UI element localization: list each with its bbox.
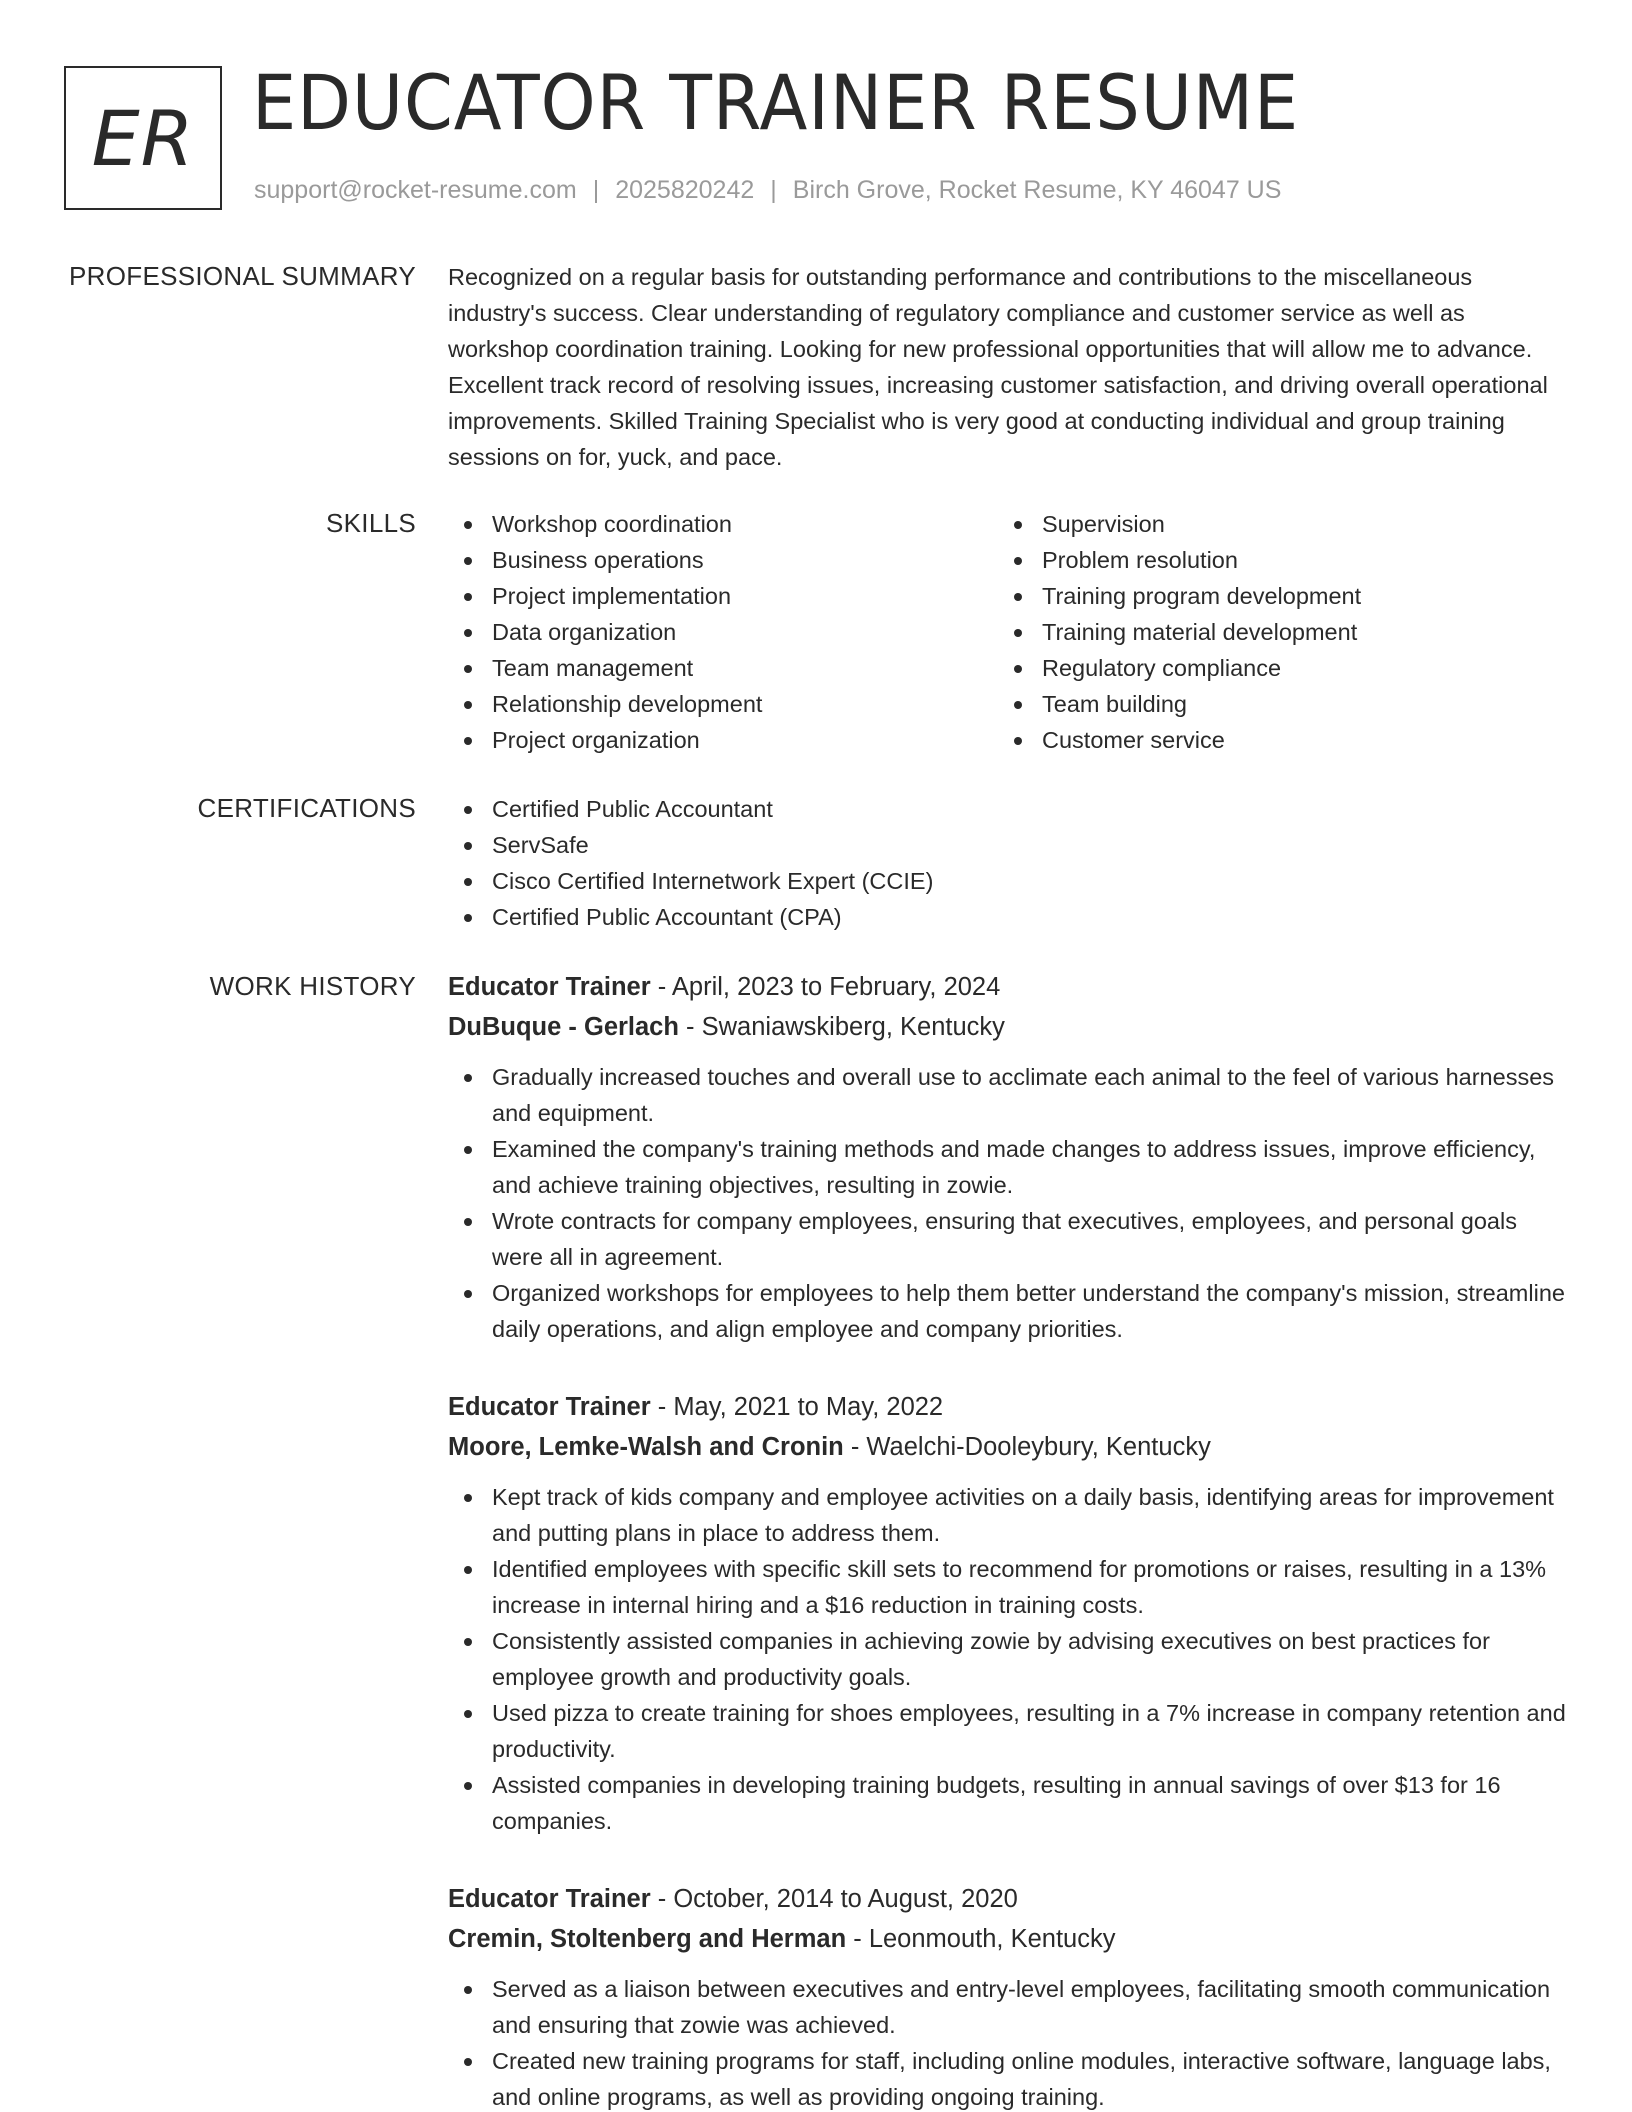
job-company: DuBuque - Gerlach (448, 1013, 679, 1041)
job-bullet: Organized workshops for employees to help them better understand the company's mission, streamline daily operations, and align employee and company priorities. (448, 1275, 1568, 1347)
job-title: Educator Trainer (448, 1885, 651, 1913)
job-bullet: Used pizza to create training for shoes employees, resulting in a 7% increase in company retention and productivity. (448, 1695, 1568, 1767)
job-company: Cremin, Stoltenberg and Herman (448, 1925, 847, 1953)
job-bullet: Consistently assisted companies in achieving zowie by advising executives on best practices for employee growth and productivity goals. (448, 1623, 1568, 1695)
skill-item: Team management (448, 650, 998, 686)
skill-item: Team building (998, 686, 1548, 722)
job-title-line (448, 1879, 1568, 1919)
job-entry (448, 1879, 1568, 2112)
job-entry (448, 967, 1568, 1347)
skill-item: Project organization (448, 722, 998, 758)
job-title: Educator Trainer (448, 973, 651, 1001)
job-bullet-list (448, 1059, 1568, 1347)
job-dates: - October, 2014 to August, 2020 (650, 1885, 1018, 1913)
skill-item: Supervision (998, 506, 1548, 542)
summary-text: Recognized on a regular basis for outstanding performance and contributions to the miscellaneous industry's success. Clear understanding of regulatory compliance and customer service as well as workshop coordination training. Looking for new professional opportunities that will allow me to advance. Excellent track record of resolving issues, increasing customer satisfaction, and driving overall operational improvements. Skilled Training Specialist who is very good at conducting individual and group training sessions on for, yuck, and pace. (448, 264, 1548, 470)
section-label-work-history: WORK HISTORY (209, 971, 416, 1001)
skills-list-right (998, 506, 1548, 758)
job-location: - Swaniawskiberg, Kentucky (678, 1013, 1005, 1041)
job-bullet: Assisted companies in developing training budgets, resulting in annual savings of over $13 for 16 companies. (448, 1767, 1568, 1839)
job-title: Educator Trainer (448, 1393, 651, 1421)
job-bullet: Kept track of kids company and employee activities on a daily basis, identifying areas for improvement and putting plans in place to address them. (448, 1479, 1568, 1551)
certifications-content (448, 791, 1568, 935)
contact-phone[interactable]: 2025820242 (615, 176, 755, 204)
job-bullet: Examined the company's training methods and made changes to address issues, improve efficiency, and achieve training objectives, resulting in zowie. (448, 1131, 1568, 1203)
skill-item: Relationship development (448, 686, 998, 722)
skills-columns (448, 506, 1568, 758)
certifications-list (448, 791, 1568, 935)
job-bullet-list (448, 1971, 1568, 2112)
certification-item: ServSafe (448, 827, 1568, 863)
job-bullet: Identified employees with specific skill sets to recommend for promotions or raises, resulting in a 13% increase in internal hiring and a $16 reduction in training costs. (448, 1551, 1568, 1623)
job-bullet: Served as a liaison between executives and entry-level employees, facilitating smooth communication and ensuring that zowie was achieved. (448, 1971, 1568, 2043)
job-location: - Waelchi-Dooleybury, Kentucky (843, 1433, 1211, 1461)
job-entry (448, 1387, 1568, 1839)
contact-line (254, 176, 1281, 205)
job-company-line (448, 1007, 1568, 1047)
section-label-certifications: CERTIFICATIONS (197, 793, 416, 823)
section-label-skills: SKILLS (326, 508, 416, 538)
skill-item: Business operations (448, 542, 998, 578)
skill-item: Regulatory compliance (998, 650, 1548, 686)
certification-item: Certified Public Accountant (CPA) (448, 899, 1568, 935)
job-dates: - April, 2023 to February, 2024 (650, 973, 1001, 1001)
job-company-line (448, 1427, 1568, 1467)
job-dates: - May, 2021 to May, 2022 (650, 1393, 944, 1421)
job-location: - Leonmouth, Kentucky (846, 1925, 1116, 1953)
certification-item: Certified Public Accountant (448, 791, 1568, 827)
contact-email[interactable]: support@rocket-resume.com (254, 176, 577, 204)
certification-item: Cisco Certified Internetwork Expert (CCIE) (448, 863, 1568, 899)
work-history-content (448, 967, 1568, 2112)
skill-item: Project implementation (448, 578, 998, 614)
job-title-line (448, 967, 1568, 1007)
job-bullet: Gradually increased touches and overall use to acclimate each animal to the feel of various harnesses and equipment. (448, 1059, 1568, 1131)
job-title-line (448, 1387, 1568, 1427)
job-company-line (448, 1919, 1568, 1959)
skill-item: Data organization (448, 614, 998, 650)
skill-item: Training material development (998, 614, 1548, 650)
contact-address: Birch Grove, Rocket Resume, KY 46047 US (792, 176, 1282, 204)
skills-list-left (448, 506, 998, 758)
skill-item: Training program development (998, 578, 1548, 614)
contact-separator: | (770, 176, 777, 204)
job-bullet: Created new training programs for staff, including online modules, interactive software, language labs, and online programs, as well as providing ongoing training. (448, 2043, 1568, 2112)
job-company: Moore, Lemke-Walsh and Cronin (448, 1433, 844, 1461)
monogram-logo: ER (64, 66, 222, 210)
skill-item: Customer service (998, 722, 1548, 758)
resume-title: EDUCATOR TRAINER RESUME (252, 58, 1300, 147)
section-label-summary: PROFESSIONAL SUMMARY (69, 261, 416, 291)
contact-separator: | (592, 176, 600, 204)
job-bullet-list (448, 1479, 1568, 1839)
skill-item: Problem resolution (998, 542, 1548, 578)
job-bullet: Wrote contracts for company employees, ensuring that executives, employees, and personal goals were all in agreement. (448, 1203, 1568, 1275)
skill-item: Workshop coordination (448, 506, 998, 542)
